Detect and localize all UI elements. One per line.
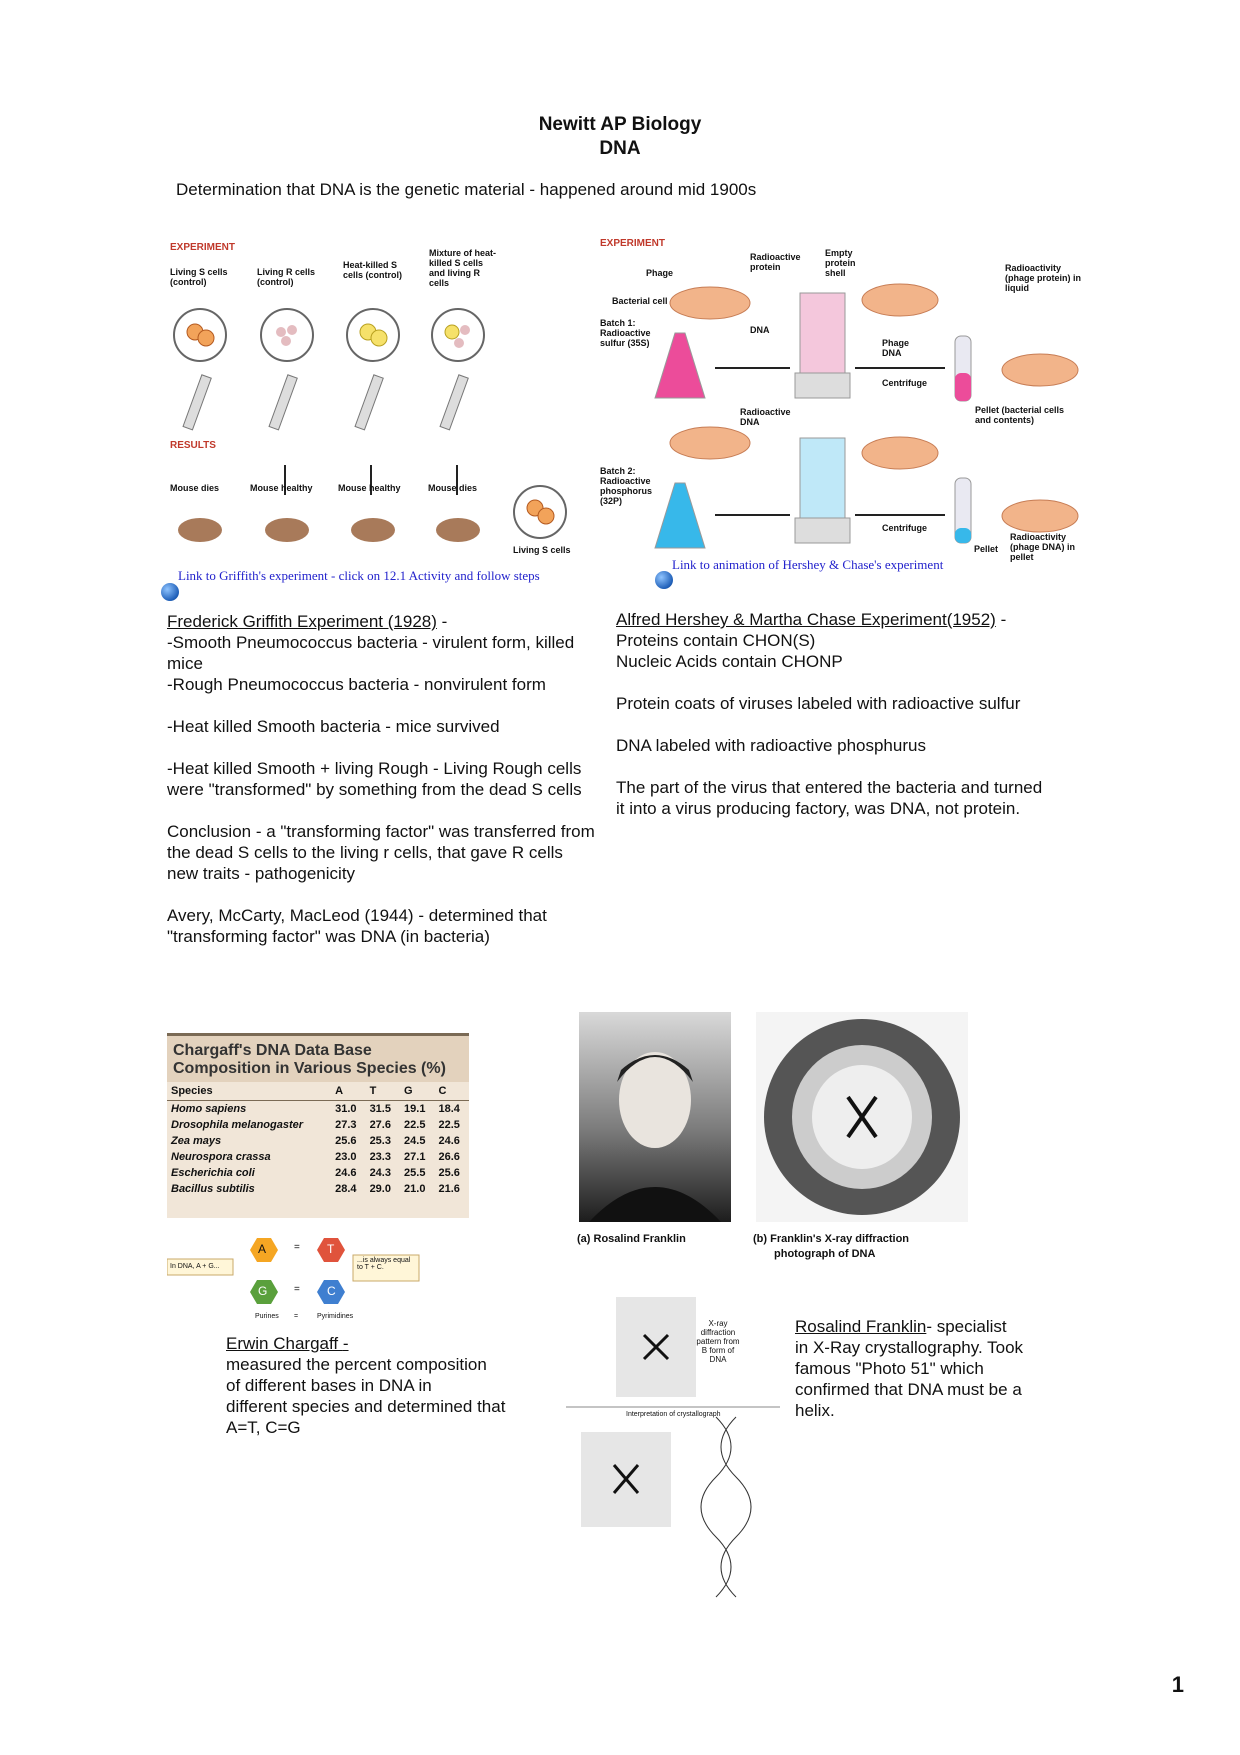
pyrimidines-label: Pyrimidines [317,1313,354,1320]
table-cell: Drosophila melanogaster [171,1119,304,1131]
table-header: C [435,1082,470,1101]
phage-dna-label: Phage DNA [882,338,910,358]
portrait-image [579,1012,731,1222]
page-number: 1 [1171,1672,1184,1697]
intro-text: Determination that DNA is the genetic material - happened around mid 1900s [176,180,757,199]
living-s-cells-label: Living S cells [513,545,571,555]
caption-b: (b) Franklin's X-ray diffraction [753,1233,910,1245]
franklin-text [795,1316,1075,1421]
table-cell: 29.0 [369,1183,391,1195]
table-cell: 28.4 [335,1183,357,1195]
bacterial-cell-label: Bacterial cell [612,296,668,306]
chargaff-table [167,1082,469,1197]
table-cell: Zea mays [171,1135,222,1147]
table-cell: 24.3 [369,1167,391,1179]
griffith-col2-result: Mouse healthy [250,483,313,493]
chargaff-line: of different bases in DNA in [226,1376,432,1395]
xray-label-line: X-ray [708,1319,728,1328]
radioactive-dna-label: Radioactive DNA [740,407,791,427]
griffith-experiment-label: EXPERIMENT [170,242,236,253]
chargaff-text [226,1333,556,1438]
table-cell: 24.6 [438,1135,460,1147]
xray-label-line: DNA [709,1355,727,1364]
table-cell: 27.6 [369,1119,391,1131]
griffith-results-label: RESULTS [170,440,216,451]
batch2-label: Batch 2: Radioactive phosphorus (32P) [600,466,652,506]
table-cell: 18.4 [438,1103,460,1115]
griffith-line: -Rough Pneumococcus bacteria - nonvirulent form [167,675,546,694]
table-cell: 22.5 [438,1119,460,1131]
table-cell: 24.5 [404,1135,426,1147]
table-cell: 25.6 [438,1167,460,1179]
pellet-bacterial-label: Pellet (bacterial cells and contents) [975,405,1065,425]
base-pairing-figure [167,1235,427,1330]
chargaff-line: measured the percent composition [226,1355,487,1374]
table-row [167,1101,469,1118]
table-row [167,1117,469,1133]
griffith-col1-header: Living S cells (control) [170,267,228,287]
griffith-text [167,611,597,968]
franklin-line: helix. [795,1401,835,1420]
table-cell: 19.1 [404,1103,426,1115]
table-cell: Escherichia coli [171,1167,255,1179]
phage-label: Phage [646,268,674,278]
hershey-link[interactable]: Link to animation of Hershey & Chase's experiment [672,557,944,572]
table-header: A [331,1082,365,1101]
pellet-label: Pellet [974,544,999,554]
hershey-heading: Alfred Hershey & Martha Chase Experiment(1952) [616,610,996,629]
table-header: G [400,1082,434,1101]
chargaff-table-figure [167,1033,469,1218]
xray-diffraction-photo [756,1012,968,1222]
dna-label: DNA [750,325,770,335]
xray-interpretation-figure [566,1297,780,1602]
table-cell: 25.6 [335,1135,357,1147]
heading-suffix: - specialist [926,1317,1007,1336]
table-cell: 21.0 [404,1183,426,1195]
radioactivity-pellet-label: Radioactivity (phage DNA) in pellet [1010,532,1075,562]
purines-label: Purines [255,1313,279,1320]
table-cell: Bacillus subtilis [171,1183,255,1195]
hershey-line: Nucleic Acids contain CHONP [616,652,843,671]
griffith-paragraph: -Heat killed Smooth + living Rough - Living Rough cells were "transformed" by something from the dead S cells [167,759,582,799]
table-cell: 25.3 [369,1135,391,1147]
xray-label-line: pattern from [696,1337,740,1346]
franklin-heading: Rosalind Franklin [795,1317,927,1336]
griffith-col4-result: Mouse dies [428,483,478,493]
chargaff-line: different species and determined that [226,1397,506,1416]
table-row [167,1165,469,1181]
table-cell: 21.6 [438,1183,460,1195]
xray-label [688,1319,748,1364]
xray-label-line: B form of [701,1346,735,1355]
table-cell: 22.5 [404,1119,426,1131]
page-subtitle: DNA [599,138,641,159]
griffith-paragraph: -Heat killed Smooth bacteria - mice survived [167,717,500,736]
hershey-experiment-label: EXPERIMENT [600,238,666,249]
franklin-line: in X-Ray crystallography. Took [795,1338,1024,1357]
equals-sign: = [294,1313,299,1320]
hershey-line: Proteins contain CHON(S) [616,631,816,650]
globe-icon[interactable] [655,571,673,589]
caption-a: (a) Rosalind Franklin [577,1233,686,1245]
base-t: T [327,1242,335,1256]
chargaff-heading: Erwin Chargaff [226,1334,343,1353]
table-cell: Homo sapiens [171,1103,247,1115]
left-bubble: In DNA, A + G... [170,1263,220,1270]
griffith-col3-header: Heat-killed S cells (control) [343,260,403,280]
table-header: T [366,1082,400,1101]
hershey-paragraph: DNA labeled with radioactive phosphurus [616,736,926,755]
table-cell: 25.5 [404,1167,426,1179]
caption-b-line2: photograph of DNA [774,1248,876,1260]
hershey-paragraph: The part of the virus that entered the bacteria and turned it into a virus producing factory, was DNA, not protein. [616,778,1043,818]
centrifuge1-label: Centrifuge [882,378,927,388]
table-cell: 31.5 [369,1103,391,1115]
table-cell: 27.1 [404,1151,426,1163]
table-row [167,1149,469,1165]
equals-sign: = [294,1284,300,1295]
heading-suffix: - [436,612,448,631]
right-bubble: ...is always equal to T + C. [357,1257,411,1271]
xray-label-line: diffraction [700,1328,736,1337]
griffith-diagram [165,240,595,565]
diffraction-image [756,1012,968,1222]
griffith-paragraph: Avery, McCarty, MacLeod (1944) - determined that "transforming factor" was DNA (in bacteria) [167,906,547,946]
table-cell: 26.6 [438,1151,460,1163]
base-g: G [258,1284,268,1298]
griffith-col1-result: Mouse dies [170,483,220,493]
globe-icon[interactable] [161,583,179,601]
chargaff-table-title: Composition in Various Species (%) [173,1060,446,1077]
heading-suffix: - [342,1334,349,1353]
griffith-col2-header: Living R cells (control) [257,267,316,287]
table-row [167,1133,469,1149]
griffith-col3-result: Mouse healthy [338,483,401,493]
griffith-figure [165,240,595,565]
griffith-col4-header: Mixture of heat-killed S cells and living R cells [429,248,497,288]
table-cell: 27.3 [335,1119,357,1131]
hershey-paragraph: Protein coats of viruses labeled with radioactive sulfur [616,694,1021,713]
hershey-chase-figure [600,238,1090,568]
base-a: A [258,1242,267,1256]
chargaff-line: A=T, C=G [226,1418,301,1437]
empty-shell-label: Empty protein shell [825,248,856,278]
table-header: Species [167,1082,331,1101]
page-title: Newitt AP Biology [538,114,702,135]
franklin-line: confirmed that DNA must be a [795,1380,1022,1399]
griffith-heading: Frederick Griffith Experiment (1928) [167,612,437,631]
griffith-link[interactable]: Link to Griffith's experiment - click on 12.1 Activity and follow steps [178,568,540,583]
table-cell: 23.0 [335,1151,357,1163]
table-cell: 23.3 [369,1151,391,1163]
centrifuge2-label: Centrifuge [882,523,927,533]
batch1-label: Batch 1: Radioactive sulfur (35S) [600,318,651,348]
base-c: C [327,1284,336,1298]
table-row [167,1181,469,1197]
chargaff-table-title: Chargaff's DNA Data Base [173,1042,372,1059]
griffith-paragraph: Conclusion - a "transforming factor" was transferred from the dead S cells to the living r cells, that gave R cells new traits - pathogenicity [167,822,595,883]
table-cell: Neurospora crassa [171,1151,271,1163]
radioactive-protein-label: Radioactive protein [750,252,801,272]
franklin-line: famous "Photo 51" which [795,1359,984,1378]
heading-suffix: - [995,610,1007,629]
table-cell: 31.0 [335,1103,357,1115]
equals-sign: = [294,1242,300,1253]
griffith-line: -Smooth Pneumococcus bacteria - virulent form, killed mice [167,633,575,673]
radioactivity-liquid-label: Radioactivity (phage protein) in liquid [1005,263,1081,293]
table-cell: 24.6 [335,1167,357,1179]
rosalind-franklin-photo [579,1012,731,1222]
hershey-text [616,609,1076,840]
interpretation-label: Interpretation of crystallograph [626,1411,721,1418]
